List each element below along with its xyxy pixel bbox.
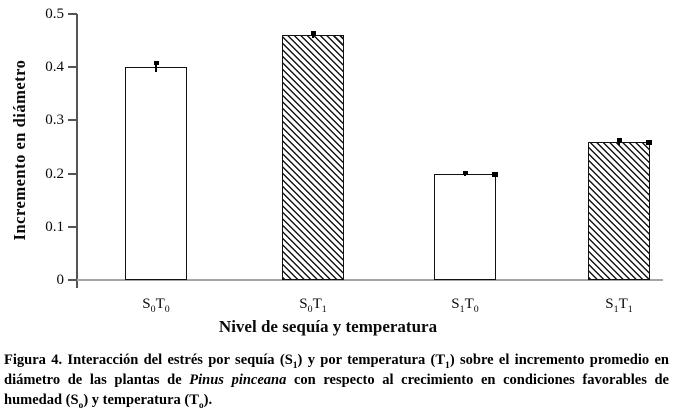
text-segment: S [451,296,460,312]
y-tick [68,66,77,68]
error-bar-cap [463,171,468,175]
text-segment: ) y por temperatura (T [297,352,446,368]
y-tick-label: 0 [56,272,64,288]
subscript: 1 [613,304,619,315]
caption-line [4,370,669,390]
subscript: 1 [292,359,298,371]
subscript: o [78,399,84,411]
category-label [605,296,632,313]
text-segment: diámetro de las plantas de [4,372,190,388]
y-tick [68,279,77,281]
bar [434,174,496,280]
y-axis-title: Incremento en diámetro [10,59,29,241]
text-segment: humedad (S [4,392,79,408]
text-segment: Figura 4. Interacción del estrés por sequía (S [4,352,293,368]
text-segment: S [142,296,151,312]
text-segment: T [155,296,165,312]
error-bar-corner-mark [492,172,498,177]
error-bar-cap [617,138,622,142]
caption-italic-segment: Pinus pinceana [189,372,287,388]
y-tick-label: 0.2 [45,165,64,182]
subscript: 1 [445,359,450,371]
text-segment: T [464,296,474,312]
y-tick [68,173,77,175]
y-tick-label: 0.3 [45,112,64,129]
subscript: 1 [321,304,327,315]
subscript: 0 [164,304,170,315]
error-bar-cap [154,61,159,65]
subscript: 1 [459,304,465,315]
bar [125,67,187,280]
bar [588,142,650,280]
y-tick-label: 0.4 [45,59,64,76]
y-tick-label: 0.1 [45,218,64,235]
bar [282,35,344,280]
text-segment: con respecto al crecimiento en condiciones favorables de [286,372,669,388]
y-tick [68,13,77,15]
category-label [451,296,478,313]
text-segment: T [618,296,628,312]
text-segment: T [312,296,322,312]
error-bar-cap [311,31,316,35]
category-label [299,296,326,313]
text-segment: S [605,296,614,312]
y-tick [68,119,77,121]
category-label [142,296,169,313]
y-axis-line [76,14,78,288]
text-segment: ) y temperatura (T [83,392,199,408]
subscript: o [198,399,204,411]
caption-line [4,390,669,410]
subscript: 1 [627,304,633,315]
error-bar-corner-mark [646,140,652,145]
subscript: 0 [150,304,156,315]
subscript: 0 [307,304,313,315]
text-segment: S [299,296,308,312]
text-segment: ). [203,392,213,408]
x-axis-title: Nivel de sequía y temperatura [218,317,438,336]
y-tick [68,226,77,228]
text-segment: ) sobre el incremento promedio en [449,352,669,368]
figure-caption [4,350,669,410]
caption-line [4,350,669,370]
y-tick-label: 0.5 [45,6,64,22]
subscript: 0 [473,304,479,315]
